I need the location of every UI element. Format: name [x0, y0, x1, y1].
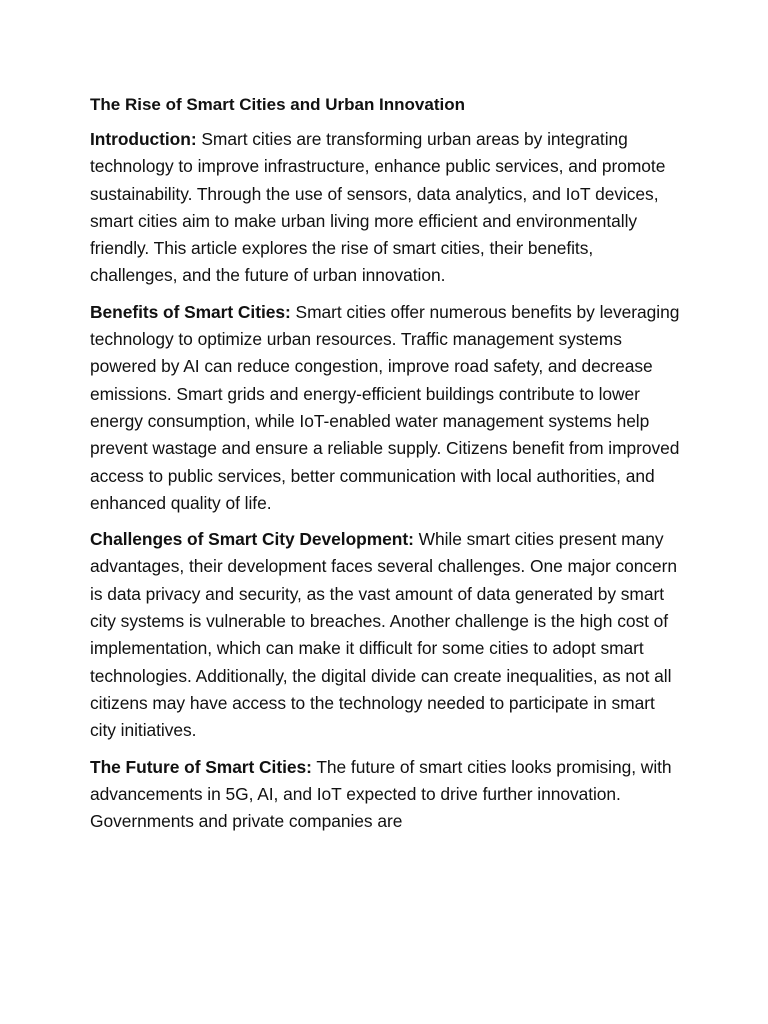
section-challenges [90, 526, 682, 744]
section-introduction [90, 126, 682, 290]
section-heading: Challenges of Smart City Development: [90, 529, 414, 550]
section-body: While smart cities present many advantages, their development faces several challenges. One major concern is data privacy and security, as the vast amount of data generated by smart city systems is vulnerable to breaches. Another challenge is the high cost of implementation, which can make it difficult for some cities to adopt smart technologies. Additionally, the digital divide can create inequalities, as not all citizens may have access to the technology needed to participate in smart city initiatives. [90, 529, 678, 741]
section-body: Smart cities are transforming urban areas by integrating technology to improve infrastructure, enhance public services, and promote sustainability. Through the use of sensors, data analytics, and IoT devices, smart cities aim to make urban living more efficient and environmentally friendly. This article explores the rise of smart cities, their benefits, challenges, and the future of urban innovation. [90, 129, 666, 286]
section-heading: Benefits of Smart Cities: [90, 301, 291, 322]
section-body: The future of smart cities looks promising, with advancements in 5G, AI, and IoT expected to drive further innovation. Governments and private companies are [90, 756, 672, 832]
section-heading: The Future of Smart Cities: [90, 756, 312, 777]
document-page [90, 92, 682, 844]
section-benefits [90, 299, 682, 517]
section-body: Smart cities offer numerous benefits by leveraging technology to optimize urban resources. Traffic management systems powered by AI can reduce congestion, improve road safety, and decrease emissions. Smart grids and energy-efficient buildings contribute to lower energy consumption, while IoT-enabled water management systems help prevent wastage and ensure a reliable supply. Citizens benefit from improved access to public services, better communication with local authorities, and enhanced quality of life. [90, 301, 680, 513]
section-future [90, 754, 682, 836]
section-heading: Introduction: [90, 129, 197, 149]
document-title: The Rise of Smart Cities and Urban Innovation [90, 95, 465, 114]
